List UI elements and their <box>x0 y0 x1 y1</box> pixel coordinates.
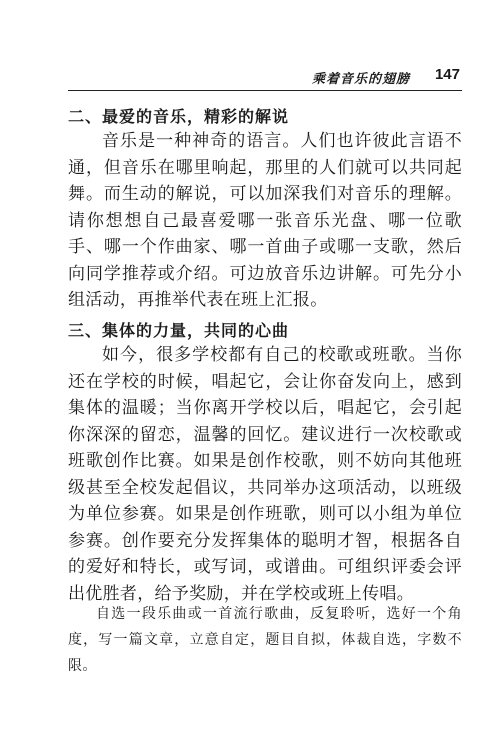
section-2-paragraph: 音乐是一种神奇的语言。人们也许彼此言语不通，但音乐在哪里响起，那里的人们就可以共同起舞。而生动的解说，可以加深我们对音乐的理解。请你想想自己最喜爱哪一张音乐光盘、哪一位歌手、哪一个作曲家、哪一首曲子或哪一支歌，然后向同学推荐或介绍。可边放音乐边讲解。可先分小组活动，再推举代表在班上汇报。 <box>68 131 462 310</box>
section-heading-3: 三、集体的力量，共同的心曲 <box>68 321 290 340</box>
section-heading-2: 二、最爱的音乐，精彩的解说 <box>68 107 290 126</box>
running-title: 乘着音乐的翅膀 <box>311 72 410 87</box>
writing-task-note: 自选一段乐曲或一首流行歌曲，反复聆听，选好一个角度，写一篇文章，立意自定，题目自拟，体裁自选，字数不限。 <box>68 606 462 674</box>
running-header <box>68 66 462 88</box>
header-rule <box>68 90 462 91</box>
section-3-paragraph: 如今，很多学校都有自己的校歌或班歌。当你还在学校的时候，唱起它，会让你奋发向上，感到集体的温暖；当你离开学校以后，唱起它，会引起你深深的留恋，温馨的回忆。建议进行一次校歌或班歌创作比赛。如果是创作校歌，则不妨向其他班级甚至全校发起倡议，共同举办这项活动，以班级为单位参赛。如果是创作班歌，则可以小组为单位参赛。创作要充分发挥集体的聪明才智，根据各自的爱好和特长，或写词，或谱曲。可组织评委会评出优胜者，给予奖励，并在学校或班上传唱。 <box>68 345 462 604</box>
page-number: 147 <box>434 66 460 83</box>
